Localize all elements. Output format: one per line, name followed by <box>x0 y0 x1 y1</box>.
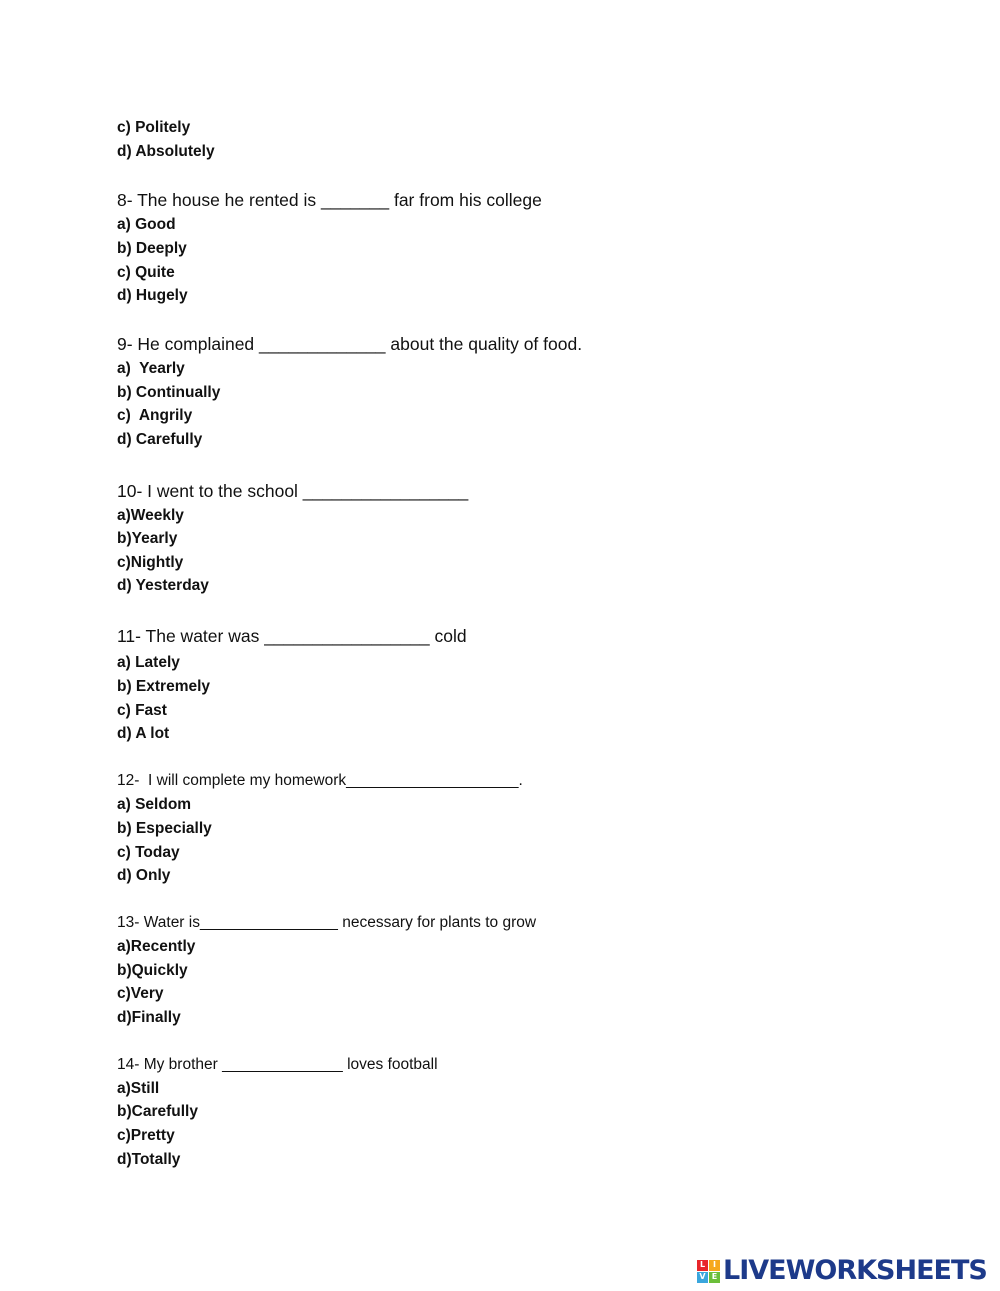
answer-option: b) Deeply <box>117 240 187 257</box>
logo-tile: L <box>697 1260 708 1271</box>
answer-option: a)Still <box>117 1080 160 1097</box>
answer-option: c)Pretty <box>117 1127 175 1144</box>
liveworksheets-logo <box>697 1256 987 1286</box>
answer-option: d) Carefully <box>117 431 203 448</box>
answer-option: b)Carefully <box>117 1103 198 1120</box>
logo-tile: V <box>697 1272 708 1283</box>
logo-tile: E <box>709 1272 720 1283</box>
question-14: 14- My brother ______________ loves football <box>117 1056 438 1073</box>
answer-option: d) Absolutely <box>117 143 215 160</box>
question-10: 10- I went to the school _________________ <box>117 481 469 501</box>
answer-option: a) Yearly <box>117 360 185 377</box>
answer-option: c) Today <box>117 844 180 861</box>
question-12: 12- I will complete my homework____________________. <box>117 772 523 789</box>
answer-option: b) Especially <box>117 820 212 837</box>
answer-option: c) Fast <box>117 702 167 719</box>
question-11: 11- The water was _________________ cold <box>117 626 467 646</box>
answer-option: d)Finally <box>117 1009 181 1026</box>
answer-option: a)Weekly <box>117 507 184 524</box>
answer-option: b) Extremely <box>117 678 211 695</box>
answer-option: b) Continually <box>117 384 221 401</box>
answer-option: a) Lately <box>117 654 180 671</box>
answer-option: d) Yesterday <box>117 577 209 594</box>
question-9: 9- He complained _____________ about the quality of food. <box>117 334 583 354</box>
answer-option: c)Very <box>117 985 164 1002</box>
answer-option: c) Politely <box>117 119 191 136</box>
logo-tile: I <box>709 1260 720 1271</box>
question-8: 8- The house he rented is _______ far from his college <box>117 190 542 210</box>
answer-option: c) Quite <box>117 264 175 281</box>
answer-option: c) Angrily <box>117 407 193 424</box>
answer-option: d) A lot <box>117 725 170 742</box>
answer-option: b)Quickly <box>117 962 188 979</box>
answer-option: a) Seldom <box>117 796 192 813</box>
answer-option: d) Hugely <box>117 287 188 304</box>
logo-wordmark: LIVEWORKSHEETS <box>723 1255 987 1286</box>
question-13: 13- Water is________________ necessary for plants to grow <box>117 914 537 931</box>
answer-option: a) Good <box>117 216 176 233</box>
answer-option: d)Totally <box>117 1151 181 1168</box>
answer-option: a)Recently <box>117 938 196 955</box>
answer-option: b)Yearly <box>117 530 178 547</box>
answer-option: d) Only <box>117 867 171 884</box>
logo-mark-icon <box>697 1260 720 1283</box>
answer-option: c)Nightly <box>117 554 184 571</box>
